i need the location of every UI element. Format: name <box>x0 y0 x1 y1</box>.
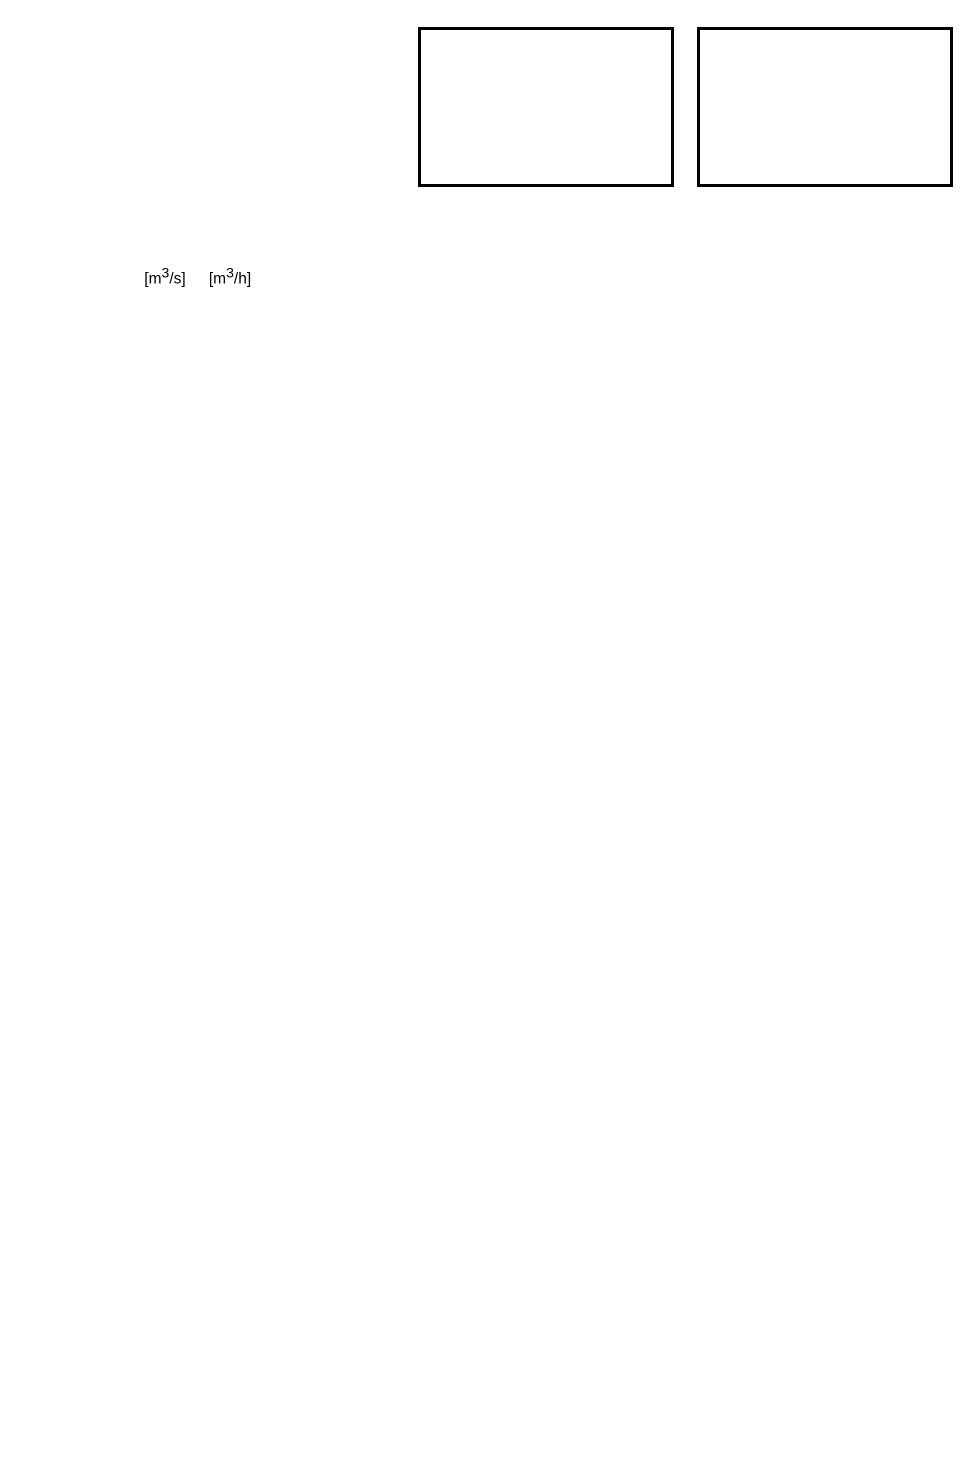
header-airflow-m3s: $[m^3/s]$ <box>144 264 186 288</box>
header-airflow-m3h: $[m^3/h]$ <box>208 264 252 288</box>
